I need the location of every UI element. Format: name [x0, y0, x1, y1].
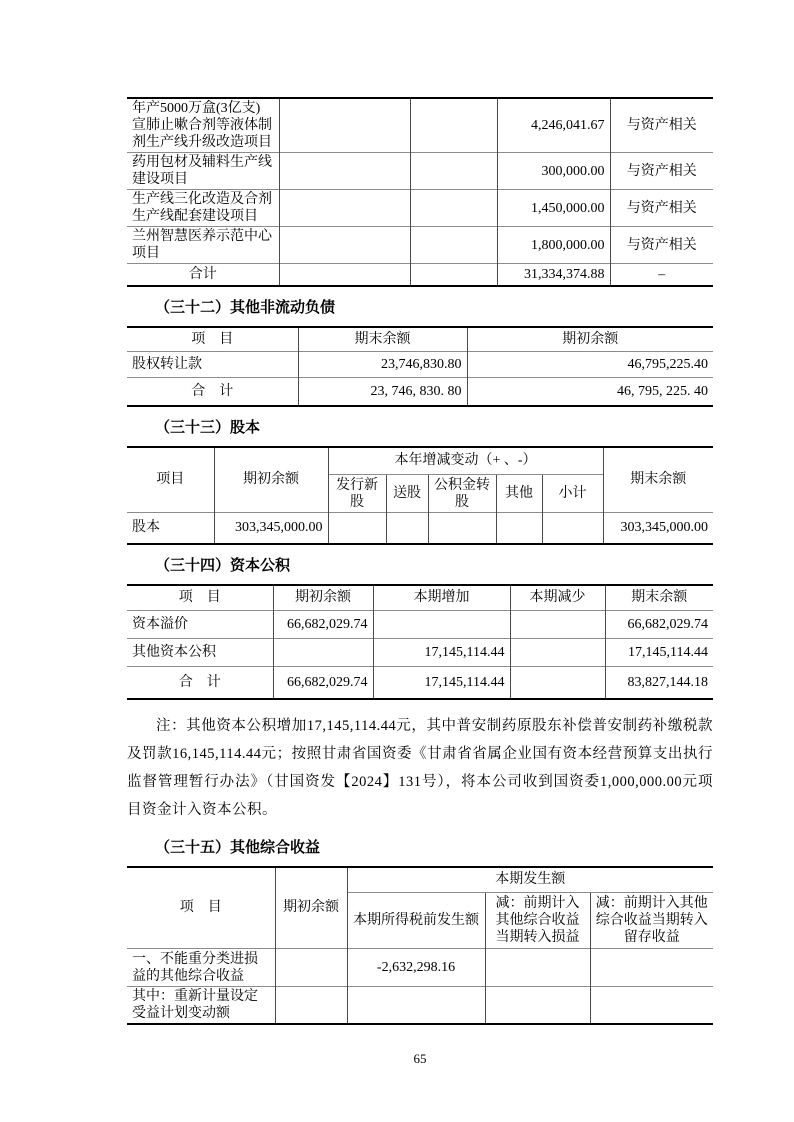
project-name-cell: 年产5000万盒(3亿支)宣肺止嗽合剂等液体制剂生产线升级改造项目 — [127, 98, 279, 153]
empty-cell — [496, 513, 542, 544]
column-header: 期末余额 — [298, 327, 467, 352]
empty-cell — [279, 227, 410, 264]
opening-balance-cell — [275, 949, 347, 987]
opening-balance-cell: 66,682,029.74 — [273, 667, 373, 699]
header-row — [127, 867, 713, 893]
opening-balance-cell — [275, 987, 347, 1025]
opening-balance-cell: 46, 795, 225. 40 — [467, 378, 713, 406]
relation-cell: 与资产相关 — [610, 227, 713, 264]
column-header: 期初余额 — [273, 585, 373, 611]
other-comprehensive-income-table — [127, 866, 713, 1026]
page-content — [127, 0, 713, 1067]
section-34-heading: （三十四）资本公积 — [155, 556, 291, 574]
empty-cell — [485, 949, 590, 987]
closing-balance-cell: 23,746,830.80 — [298, 352, 467, 378]
column-header: 发行新股 — [328, 475, 386, 513]
column-header: 送股 — [386, 475, 428, 513]
pretax-amount-cell — [347, 987, 485, 1025]
amount-cell: 1,450,000.00 — [497, 190, 610, 227]
increase-cell — [373, 611, 510, 639]
current-period-group-header: 本期发生额 — [347, 867, 713, 893]
deferred-income-table — [127, 97, 713, 287]
column-header: 项目 — [127, 447, 214, 513]
table-row — [127, 153, 713, 190]
column-header: 减：前期计入其他综合收益当期转入留存收益 — [590, 893, 713, 949]
column-header: 小计 — [542, 475, 603, 513]
empty-cell — [279, 98, 410, 153]
total-amount-cell: 31,334,374.88 — [497, 264, 610, 286]
empty-cell — [542, 513, 603, 544]
column-header: 本期所得税前发生额 — [347, 893, 485, 949]
column-header: 减：前期计入其他综合收益当期转入损益 — [485, 893, 590, 949]
capital-reserve-note: 注：其他资本公积增加17,145,114.44元，其中普安制药原股东补偿普安制药补缴税款及罚款16,145,114.44元；按照甘肃省国资委《甘肃省省属企业国有资本经营预算支出执行监督管理暂行办法》（甘国资发【2024】131号），将本公司收到国资委1,000,000.00元项目资金计入资本公积。 — [127, 717, 713, 818]
header-row — [127, 327, 713, 352]
column-header: 期初余额 — [214, 447, 328, 513]
column-header: 期初余额 — [467, 327, 713, 352]
empty-cell — [485, 987, 590, 1025]
amount-cell: 300,000.00 — [497, 153, 610, 190]
total-row — [127, 378, 713, 406]
item-cell: 资本溢价 — [127, 611, 273, 639]
column-header: 本期减少 — [510, 585, 605, 611]
project-name-cell: 生产线三化改造及合剂生产线配套建设项目 — [127, 190, 279, 227]
empty-cell — [410, 190, 497, 227]
column-header: 其他 — [496, 475, 542, 513]
increase-cell: 17,145,114.44 — [373, 639, 510, 667]
closing-balance-cell: 17,145,114.44 — [605, 639, 713, 667]
column-header: 项 目 — [127, 867, 275, 949]
opening-balance-cell: 66,682,029.74 — [273, 611, 373, 639]
section-32-heading: （三十二）其他非流动负债 — [155, 298, 336, 316]
item-cell: 股本 — [127, 513, 214, 544]
table-row — [127, 639, 713, 667]
relation-cell: 与资产相关 — [610, 98, 713, 153]
relation-cell: 与资产相关 — [610, 190, 713, 227]
empty-cell — [590, 949, 713, 987]
empty-cell — [410, 98, 497, 153]
empty-cell — [386, 513, 428, 544]
item-cell: 其中：重新计量设定受益计划变动额 — [127, 987, 275, 1025]
increase-cell: 17,145,114.44 — [373, 667, 510, 699]
column-header: 期初余额 — [275, 867, 347, 949]
empty-cell — [279, 153, 410, 190]
total-label-cell: 合 计 — [127, 667, 273, 699]
opening-balance-cell — [273, 639, 373, 667]
closing-balance-cell: 83,827,144.18 — [605, 667, 713, 699]
column-header: 本期增加 — [373, 585, 510, 611]
header-row — [127, 447, 713, 475]
decrease-cell — [510, 639, 605, 667]
closing-balance-cell: 303,345,000.00 — [603, 513, 713, 544]
opening-balance-cell: 303,345,000.00 — [214, 513, 328, 544]
decrease-cell — [510, 611, 605, 639]
section-33-heading: （三十三）股本 — [155, 418, 261, 436]
empty-cell — [279, 190, 410, 227]
section-35-heading: （三十五）其他综合收益 — [155, 838, 321, 856]
empty-cell — [590, 987, 713, 1025]
project-name-cell: 兰州智慧医养示范中心项目 — [127, 227, 279, 264]
project-name-cell: 药用包材及辅料生产线建设项目 — [127, 153, 279, 190]
table-row — [127, 190, 713, 227]
empty-cell — [428, 513, 496, 544]
empty-cell — [410, 264, 497, 286]
total-label-cell: 合计 — [127, 264, 279, 286]
page-number: 65 — [413, 1051, 427, 1066]
column-header: 项 目 — [127, 585, 273, 611]
closing-balance-cell: 66,682,029.74 — [605, 611, 713, 639]
total-row — [127, 667, 713, 699]
amount-cell: 4,246,041.67 — [497, 98, 610, 153]
decrease-cell — [510, 667, 605, 699]
column-header: 项 目 — [127, 327, 298, 352]
total-row — [127, 264, 713, 286]
table-row — [127, 98, 713, 153]
empty-cell — [410, 227, 497, 264]
header-row — [127, 585, 713, 611]
empty-cell — [410, 153, 497, 190]
change-group-header: 本年增减变动（+ 、-） — [328, 447, 603, 475]
column-header: 期末余额 — [605, 585, 713, 611]
capital-reserve-table — [127, 584, 713, 700]
table-row — [127, 949, 713, 987]
share-capital-table — [127, 446, 713, 545]
item-cell: 一、不能重分类进损益的其他综合收益 — [127, 949, 275, 987]
table-row — [127, 227, 713, 264]
dash-cell: – — [610, 264, 713, 286]
empty-cell — [328, 513, 386, 544]
table-row — [127, 352, 713, 378]
opening-balance-cell: 46,795,225.40 — [467, 352, 713, 378]
table-row — [127, 513, 713, 544]
pretax-amount-cell: -2,632,298.16 — [347, 949, 485, 987]
table-row — [127, 987, 713, 1025]
total-label-cell: 合 计 — [127, 378, 298, 406]
empty-cell — [279, 264, 410, 286]
relation-cell: 与资产相关 — [610, 153, 713, 190]
column-header: 公积金转股 — [428, 475, 496, 513]
closing-balance-cell: 23, 746, 830. 80 — [298, 378, 467, 406]
item-cell: 其他资本公积 — [127, 639, 273, 667]
table-row — [127, 611, 713, 639]
item-cell: 股权转让款 — [127, 352, 298, 378]
column-header: 期末余额 — [603, 447, 713, 513]
amount-cell: 1,800,000.00 — [497, 227, 610, 264]
other-noncurrent-liabilities-table — [127, 326, 713, 407]
